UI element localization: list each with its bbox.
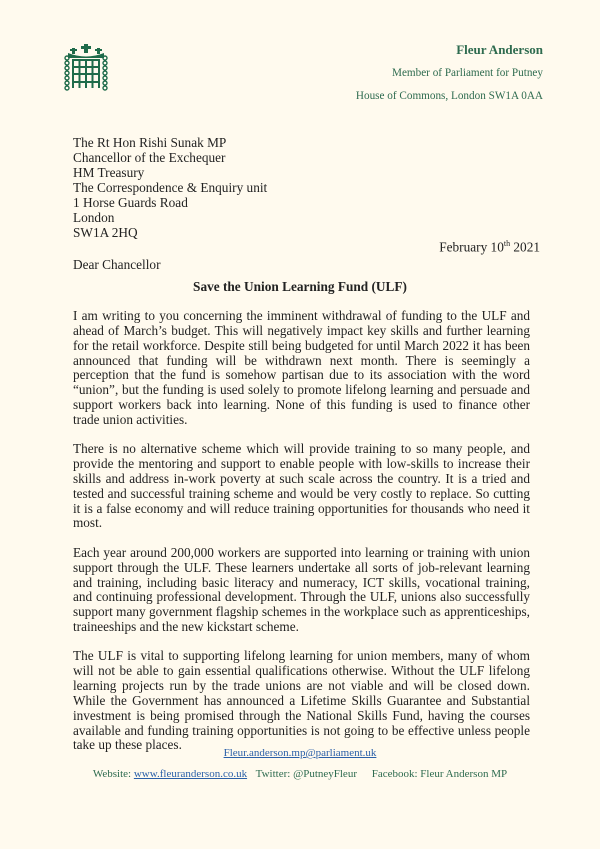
paragraph: There is no alternative scheme which will provide training to so many people, and provide the mentoring and support to enable people with low-skills to increase their skills and address in-work poverty at such scale across the country. It is a tried and tested and successful training scheme and would be very costly to replace. So cutting it is a false economy and will reduce training opportunities for thousands who need it most.: [73, 441, 530, 531]
website-label: Website:: [92, 768, 134, 780]
recipient-line: The Rt Hon Rishi Sunak MP: [73, 135, 227, 150]
date-year: 2021: [510, 239, 540, 255]
paragraph: Each year around 200,000 workers are supported into learning or training with union support through the ULF. These learners undertake all sorts of job-relevant learning and training, including basic literacy and numeracy, ICT skills, vocational training, and continuing professional development. Through the ULF, unions also successfully support many government flagship schemes in the workplace such as apprenticeships, traineeships and the new kickstart scheme.: [73, 544, 530, 635]
paragraph: The ULF is vital to supporting lifelong learning for union members, many of whom will not be able to gain essential qualifications otherwise. Without the ULF lifelong learning projects run by the trade unions are not viable and will be closed down. While the Government has announced a Lifetime Skills Guarantee and Substantial investment is being promised through the National Skills Fund, having the courses available and funding training opportunities is not going to be effective unless people take up these places.: [73, 648, 530, 753]
letter-subject: Save the Union Learning Fund (ULF): [193, 279, 407, 294]
salutation: Dear Chancellor: [73, 257, 161, 272]
mp-role: Member of Parliament for Putney: [392, 67, 543, 79]
letter-date: [439, 239, 540, 255]
recipient-line: HM Treasury: [73, 165, 145, 180]
website-link[interactable]: www.fleuranderson.co.uk: [133, 768, 248, 780]
recipient-line: SW1A 2HQ: [73, 225, 138, 240]
email-link[interactable]: Fleur.anderson.mp@parliament.uk: [223, 747, 377, 759]
date-suffix: th: [503, 239, 511, 248]
recipient-line: Chancellor of the Exchequer: [73, 150, 226, 165]
paragraph: I am writing to you concerning the imminent withdrawal of funding to the ULF and ahead of March’s budget. This will negatively impact key skills and further learning for the retail workforce. Despite still being budgeted for until March 2022 it has been announced that funding will be withdrawn next month. There is seemingly a perception that the fund is somehow partisan due to its association with the word “union”, but the funding is used solely to promote lifelong learning and persuade and support workers back into learning. None of this funding is used to finance other trade union activities.: [73, 308, 530, 427]
footer-social: [0, 768, 600, 780]
date-day: February 10: [439, 239, 504, 255]
facebook-page: Facebook: Fleur Anderson MP: [371, 768, 508, 780]
letter-body: [73, 309, 530, 768]
footer-email: [0, 747, 600, 759]
recipient-line: The Correspondence & Enquiry unit: [73, 180, 268, 195]
portcullis-icon: [64, 44, 108, 94]
mp-address: House of Commons, London SW1A 0AA: [355, 90, 543, 102]
recipient-address: [73, 135, 267, 240]
twitter-handle: Twitter: @PutneyFleur: [255, 768, 357, 780]
mp-name: Fleur Anderson: [456, 42, 543, 57]
recipient-line: 1 Horse Guards Road: [73, 195, 188, 210]
recipient-line: London: [73, 210, 115, 225]
letterhead: [356, 42, 543, 104]
